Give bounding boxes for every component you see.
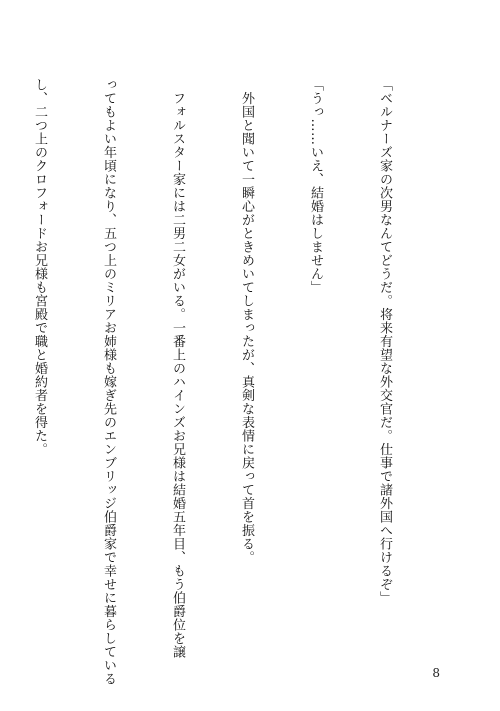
text-line: ってもよい年頃になり、五つ上のミリアお姉様も嫁ぎ先のエンブリッジ伯爵家で幸せに暮らしている [101,78,116,686]
text-line: フォルスター家には二男二女がいる。一番上のハインズお兄様は結婚五年目、もう伯爵位を譲 [170,78,185,659]
page-number: 8 [432,666,440,680]
text-line: 外国と聞いて一瞬心がときめいてしまったが、真剣な表情に戻って首を振る。 [239,78,254,564]
body-text [0,78,442,686]
text-line: 「ベルナーズ家の次男なんてどうだ。将来有望な外交官だ。仕事で諸外国へ行けるぞ」 [377,78,392,605]
text-line: し、二つ上のクロフォードお兄様も宮殿で職と婚約者を得た。 [32,78,47,456]
text-line: 「うっ……いえ、結婚はしません」 [308,78,323,294]
